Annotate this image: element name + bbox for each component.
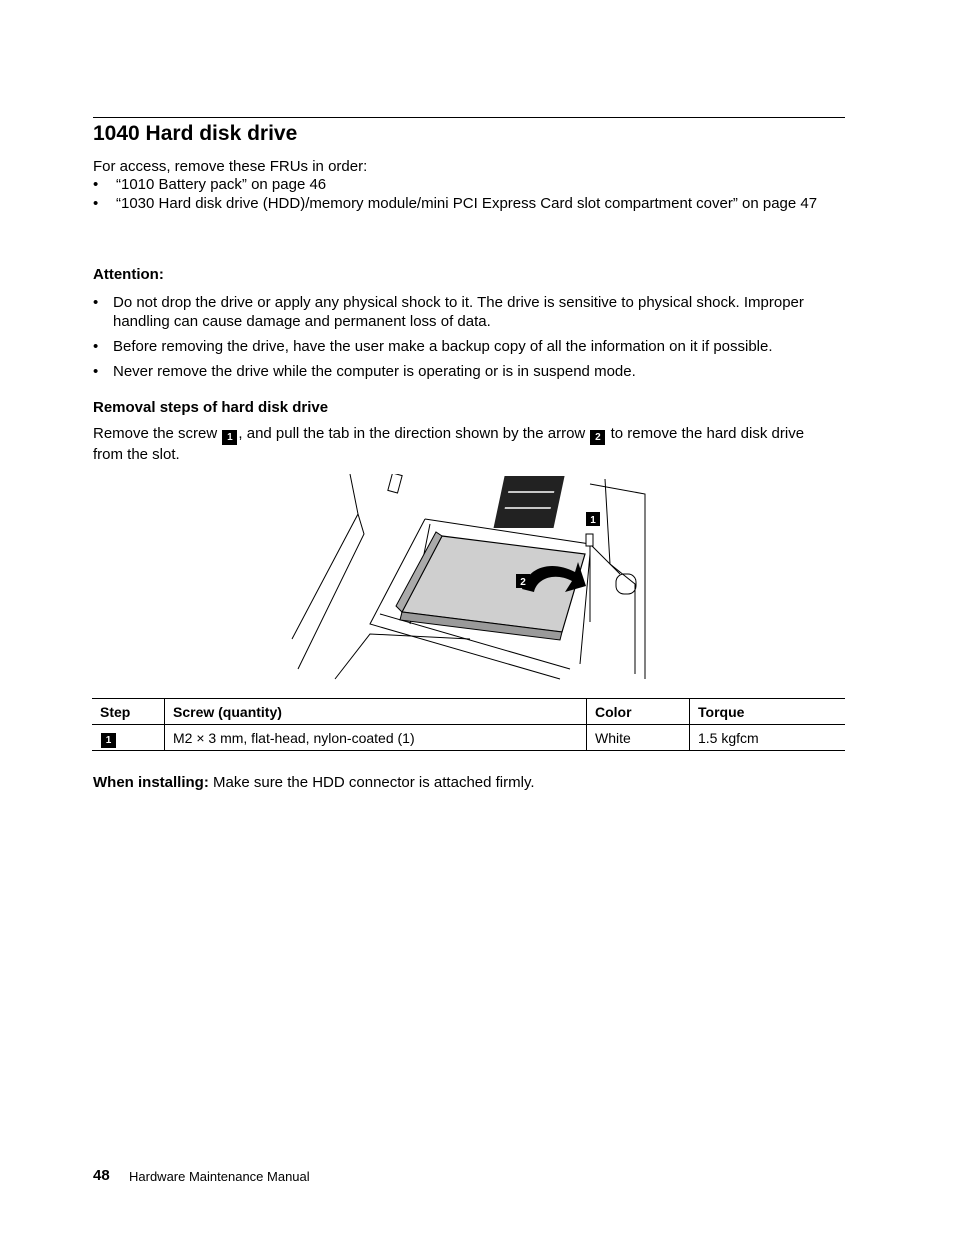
manual-title: Hardware Maintenance Manual: [129, 1169, 310, 1184]
column-header-color: Color: [587, 699, 690, 725]
step-2-badge: 2: [590, 430, 605, 445]
column-header-step: Step: [92, 699, 165, 725]
attention-heading: Attention:: [93, 266, 164, 283]
callout-1-label: 1: [590, 515, 596, 526]
bullet: •: [93, 294, 99, 311]
step-badge: 1: [101, 733, 116, 748]
access-item-link[interactable]: “1030 Hard disk drive (HDD)/memory module/mini PCI Express Card slot compartment cover” on page 47: [116, 195, 818, 212]
bullet: •: [93, 363, 99, 380]
installing-note: [93, 773, 535, 792]
attention-item-text: Do not drop the drive or apply any physical shock to it. The drive is sensitive to physical shock. Improper handling can cause damage and permanent loss of data.: [113, 294, 804, 330]
attention-item-text: Before removing the drive, have the user make a backup copy of all the information on it if possible.: [113, 338, 773, 355]
table-row: [92, 725, 845, 751]
step-cell: [92, 725, 165, 751]
column-header-torque: Torque: [690, 699, 846, 725]
installing-text: Make sure the HDD connector is attached firmly.: [213, 774, 535, 791]
removal-text-part2: , and pull the tab in the direction shown by the arrow: [238, 425, 586, 442]
title-rule: [93, 117, 845, 118]
removal-heading: Removal steps of hard disk drive: [93, 399, 329, 416]
column-header-screw: Screw (quantity): [165, 699, 587, 725]
installing-label: When installing:: [93, 774, 209, 791]
bullet: •: [93, 338, 99, 355]
page-number: 48: [93, 1167, 110, 1184]
screw-table: [92, 698, 845, 751]
torque-cell: 1.5 kgfcm: [690, 725, 846, 751]
removal-text-part1: Remove the screw: [93, 425, 218, 442]
bullet: •: [93, 195, 99, 212]
access-item-link[interactable]: “1010 Battery pack” on page 46: [116, 176, 327, 193]
page-title: 1040 Hard disk drive: [93, 122, 298, 145]
table-header-row: [92, 699, 845, 725]
bullet: •: [93, 176, 99, 193]
callout-2-label: 2: [520, 577, 526, 588]
step-1-badge: 1: [222, 430, 237, 445]
screw-cell: M2 × 3 mm, flat-head, nylon-coated (1): [165, 725, 587, 751]
color-cell: White: [587, 725, 690, 751]
access-intro: For access, remove these FRUs in order:: [93, 158, 368, 175]
removal-instructions: [93, 424, 813, 464]
removal-text-part3: to remove the hard disk drive from the slot.: [93, 425, 805, 463]
hdd-removal-illustration: [290, 474, 650, 682]
attention-item-text: Never remove the drive while the computer is operating or is in suspend mode.: [113, 363, 636, 380]
